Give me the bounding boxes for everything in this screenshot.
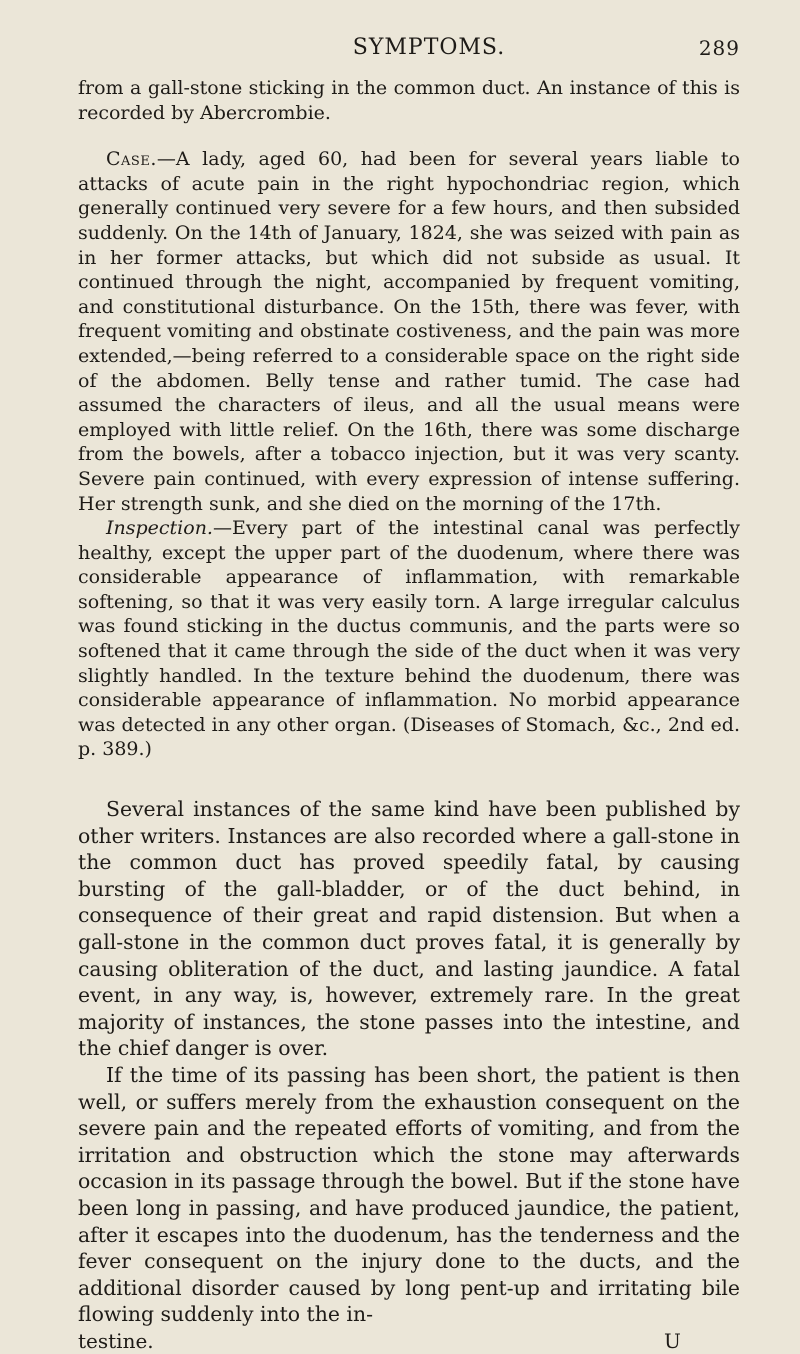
case-label: Case. xyxy=(106,148,157,171)
case-paragraph xyxy=(78,147,740,516)
signature-mark: U xyxy=(664,1328,681,1353)
body-paragraph-1: Several instances of the same kind have been published by other writers. Instances are also recorded where a gall-stone in the common duct has proved speedily fatal, by causing bursting of the gall-bladder, or of the duct behind, in consequence of their great and rapid distension. But when a gall-stone in the common duct proves fatal, it is generally by causing obliteration of the duct, and lasting jaundice. A fatal event, in any way, is, however, extremely rare. In the great majority of instances, the stone passes into the intestine, and the chief danger is over. xyxy=(78,797,740,1061)
inspection-body: —Every part of the intestinal canal was perfectly healthy, except the upper part of the duodenum, where there was considerable appearance of inflammation, with remarkable softening, so that it was very easily torn. A large irregular calculus was found sticking in the ductus communis, and the parts were so softened that it came through the side of the duct when it was very slightly handled. In the texture behind the duodenum, there was considerable appearance of inflammation. No morbid appearance was detected in any other organ. (Diseases of Stomach, &c., 2nd ed. p. 389.) xyxy=(78,517,740,761)
body-text xyxy=(78,796,740,1354)
page-number: 289 xyxy=(698,36,740,60)
intro-paragraph: from a gall-stone sticking in the common duct. An instance of this is recorded by Abercrombie. xyxy=(78,77,740,124)
page-footer xyxy=(78,1328,740,1354)
last-word: testine. xyxy=(78,1328,154,1353)
running-title: SYMPTOMS. xyxy=(352,35,506,60)
case-body: —A lady, aged 60, had been for several years liable to attacks of acute pain in the right hypochondriac region, which generally continued very severe for a few hours, and then subsided suddenly. On the 14th of January, 1824, she was seized with pain as in her former attacks, but which did not subside as usual. It continued through the night, accompanied by frequent vomiting, and constitutional disturbance. On the 15th, there was fever, with frequent vomiting and obstinate costiveness, and the pain was more extended,—being referred to a considerable space on the right side of the abdomen. Belly tense and rather tumid. The case had assumed the characters of ileus, and all the usual means were employed with little relief. On the 16th, there was some discharge from the bowels, after a tobacco injection, but it was very scanty. Severe pain continued, with every expression of intense suffering. Her strength sunk, and she died on the morning of the 17th. xyxy=(78,148,740,515)
body-paragraph-2: If the time of its passing has been short, the patient is then well, or suffers merely from the exhaustion consequent on the severe pain and the repeated efforts of vomiting, and from the irritation and obstruction which the stone may afterwards occasion in its passage through the bowel. But if the stone have been long in passing, and have produced jaundice, the patient, after it escapes into the duodenum, has the tenderness and the fever consequent on the injury done to the ducts, and the additional disorder caused by long pent-up and irritating bile flowing suddenly into the in- xyxy=(78,1062,740,1327)
inspection-paragraph xyxy=(78,516,740,762)
inspection-label: Inspection. xyxy=(106,517,213,540)
running-head xyxy=(78,28,740,68)
